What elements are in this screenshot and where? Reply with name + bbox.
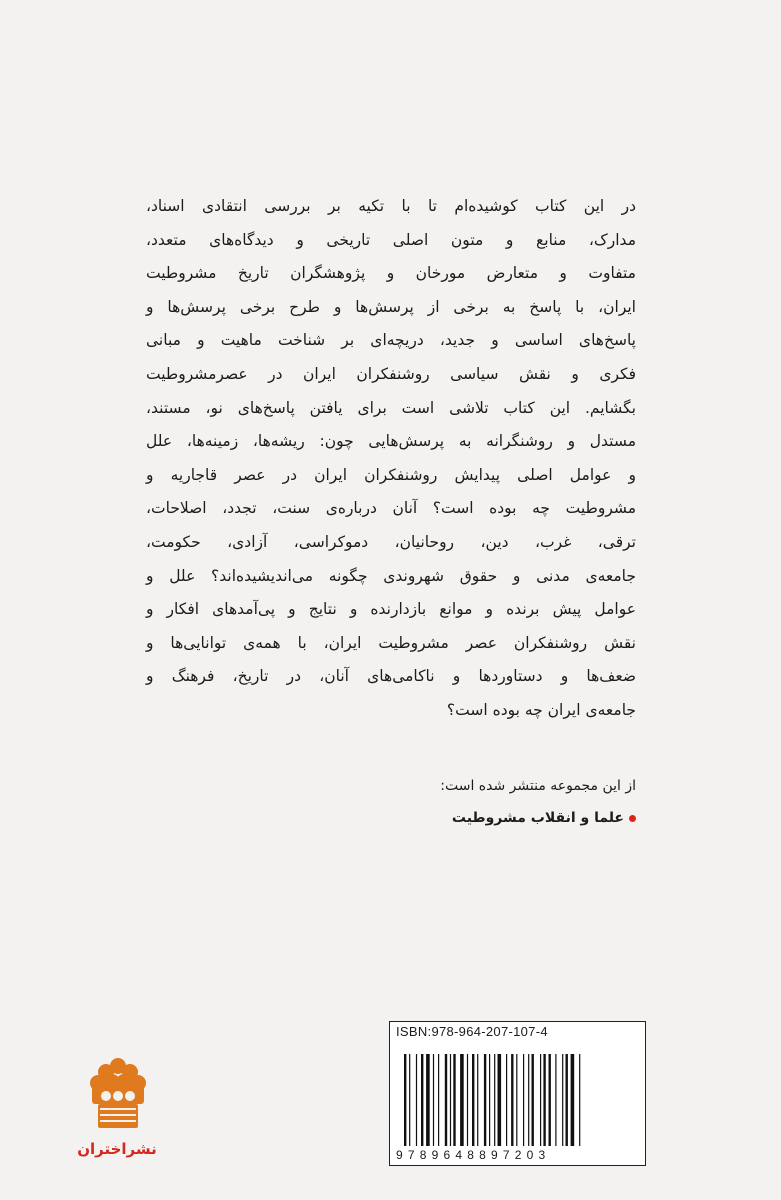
- publisher-name: نشراختران: [77, 1140, 157, 1158]
- publisher-logo-icon: [88, 1056, 148, 1136]
- blurb-line: در این کتاب کوشیده‌ام تا با تکیه بر بررسی انتقادی اسناد،: [146, 197, 636, 215]
- blurb-line: ترقی، غرب، دین، روحانیان، دموکراسی، آزادی، حکومت،: [146, 532, 636, 551]
- barcode-digits: 9789648897203: [396, 1148, 551, 1162]
- blurb-line: جامعه‌ی مدنی و حقوق شهروندی چگونه می‌اندیشیده‌اند؟ علل و: [146, 566, 636, 585]
- blurb-line: مشروطیت چه بوده است؟ آنان درباره‌ی سنت، تجدد، اصلاحات،: [146, 499, 636, 518]
- series-list: [380, 778, 636, 826]
- blurb-line: مستدل و روشنگرانه به پرسش‌هایی چون: ریشه‌ها، زمینه‌ها، علل: [146, 432, 636, 451]
- barcode-label: [389, 1021, 646, 1166]
- blurb-line: فکری و نقش سیاسی روشنفکران ایران در عصرمشروطیت: [146, 364, 636, 383]
- blurb-line: عوامل پیش برنده و موانع بازدارنده و نتایج و پی‌آمدهای افکار و: [146, 600, 636, 619]
- bullet-icon: [629, 815, 636, 822]
- series-item: [380, 810, 636, 826]
- blurb-line: نقش روشنفکران عصر مشروطیت ایران، با همه‌ی توانایی‌ها و: [146, 633, 636, 652]
- series-item-title: علما و انقلاب مشروطیت: [451, 810, 624, 826]
- blurb-line: بگشایم. این کتاب تلاشی است برای یافتن پاسخ‌های نو، مستند،: [146, 398, 636, 417]
- back-cover-blurb: [146, 190, 636, 728]
- blurb-line: مدارک، منابع و متون اصلی تاریخی و دیدگاه‌های متعدد،: [146, 230, 636, 249]
- series-heading: از این مجموعه منتشر شده است:: [440, 778, 636, 794]
- barcode-icon: [404, 1054, 632, 1146]
- blurb-line: پاسخ‌های اساسی و جدید، دریچه‌ای بر شناخت ماهیت و مبانی: [146, 331, 636, 350]
- blurb-line: جامعه‌ی ایران چه بوده است؟: [446, 700, 636, 719]
- blurb-line: ضعف‌ها و دستاوردها و ناکامی‌های آنان، در تاریخ، فرهنگ و: [146, 667, 636, 686]
- isbn-text: ISBN:978-964-207-107-4: [396, 1024, 548, 1039]
- blurb-line: ایران، با پاسخ به برخی از پرسش‌ها و طرح برخی پرسش‌ها و: [146, 297, 636, 316]
- blurb-line: متفاوت و متعارض مورخان و پژوهشگران تاریخ مشروطیت: [146, 264, 636, 283]
- blurb-line: و عوامل اصلی پیدایش روشنفکران ایران در عصر قاجاریه و: [146, 465, 636, 484]
